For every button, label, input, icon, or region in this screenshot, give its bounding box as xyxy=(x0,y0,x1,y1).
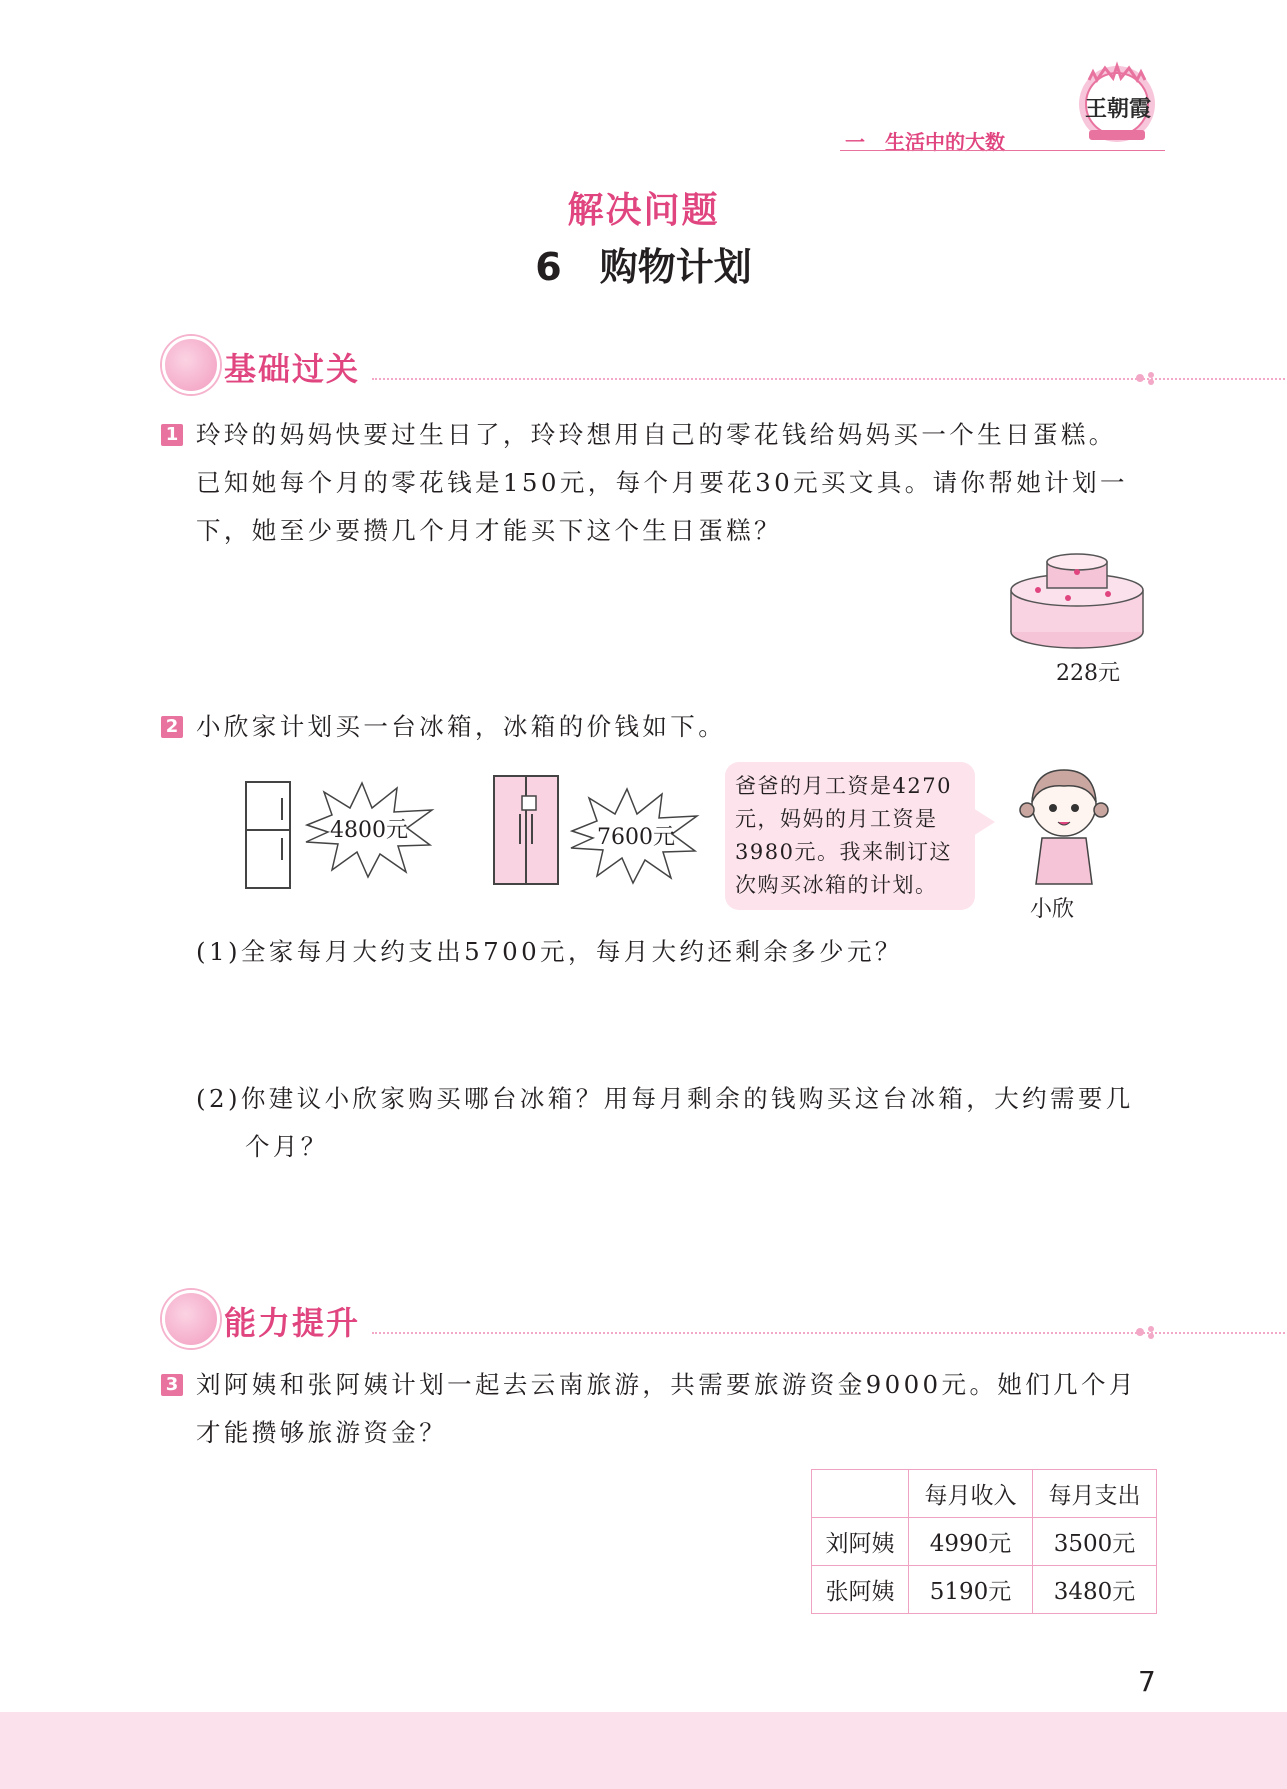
problem-2-subquestion-2-cont: 个月？ xyxy=(245,1132,329,1161)
lesson-title: 6 购物计划 xyxy=(535,245,752,289)
fridge-pink-icon xyxy=(492,774,560,886)
table-cell: 3480元 xyxy=(1033,1566,1157,1614)
birthday-cake-icon xyxy=(1008,552,1146,652)
problem-1-line: 下，她至少要攒几个月才能买下这个生日蛋糕？ xyxy=(196,516,782,545)
table-cell: 4990元 xyxy=(909,1518,1033,1566)
footer-band xyxy=(0,1712,1287,1789)
bubble-line: 3980元。我来制订这 xyxy=(735,840,952,864)
speech-bubble xyxy=(725,762,975,910)
section-title: 解决问题 xyxy=(567,190,720,231)
problem-2-text: 小欣家计划买一台冰箱，冰箱的价钱如下。 xyxy=(196,712,727,741)
problem-1-line: 已知她每个月的零花钱是150元，每个月要花30元买文具。请你帮她计划一 xyxy=(196,468,1128,497)
mascot-icon xyxy=(162,1290,220,1348)
table-row xyxy=(812,1518,1157,1566)
section-banner-basic xyxy=(162,336,1157,392)
fridge-white-icon xyxy=(244,780,292,890)
table-header-row xyxy=(812,1470,1157,1518)
bubble-line: 元，妈妈的月工资是 xyxy=(735,807,938,831)
chapter-label: 一 生活中的大数 xyxy=(845,130,1005,154)
logo-lettering: 王朝霞 xyxy=(1084,97,1151,122)
section-banner-advanced xyxy=(162,1290,1157,1346)
fridge-1-price: 4800元 xyxy=(330,818,408,843)
banner-title: 能力提升 xyxy=(224,1304,361,1342)
fridge-2-price: 7600元 xyxy=(597,825,675,850)
problem-3-text xyxy=(196,1361,1176,1457)
girl-character-icon xyxy=(1018,764,1110,888)
table-cell: 张阿姨 xyxy=(812,1566,909,1614)
problem-1-text xyxy=(196,411,1176,555)
page-number: 7 xyxy=(1138,1665,1156,1698)
problem-3-line: 刘阿姨和张阿姨计划一起去云南旅游，共需要旅游资金9000元。她们几个月 xyxy=(196,1370,1137,1399)
question-number-1: 1 xyxy=(161,424,183,446)
income-expense-table xyxy=(811,1469,1157,1614)
speech-bubble-tail xyxy=(973,808,995,836)
problem-1-line: 玲玲的妈妈快要过生日了，玲玲想用自己的零花钱给妈妈买一个生日蛋糕。 xyxy=(196,420,1117,449)
table-header-cell: 每月支出 xyxy=(1033,1470,1157,1518)
question-number-2: 2 xyxy=(161,716,183,738)
girl-name: 小欣 xyxy=(1030,897,1075,922)
problem-3-line: 才能攒够旅游资金？ xyxy=(196,1418,448,1447)
banner-title: 基础过关 xyxy=(224,350,361,388)
mascot-icon xyxy=(162,336,220,394)
table-cell: 刘阿姨 xyxy=(812,1518,909,1566)
problem-2-subquestion-1: (1)全家每月大约支出5700元，每月大约还剩余多少元？ xyxy=(196,937,903,966)
bubble-line: 爸爸的月工资是4270 xyxy=(735,774,952,798)
bubble-line: 次购买冰箱的计划。 xyxy=(735,873,938,897)
table-header-cell xyxy=(812,1470,909,1518)
table-header-cell: 每月收入 xyxy=(909,1470,1033,1518)
table-cell: 3500元 xyxy=(1033,1518,1157,1566)
question-number-3: 3 xyxy=(161,1374,183,1396)
problem-2-subquestion-2: (2)你建议小欣家购买哪台冰箱？用每月剩余的钱购买这台冰箱，大约需要几 xyxy=(196,1084,1134,1113)
cake-price: 228元 xyxy=(1056,661,1120,686)
dots-ornament-icon xyxy=(1135,1324,1157,1340)
header-rule xyxy=(840,150,1165,151)
table-cell: 5190元 xyxy=(909,1566,1033,1614)
dots-ornament-icon xyxy=(1135,370,1157,386)
table-row xyxy=(812,1566,1157,1614)
